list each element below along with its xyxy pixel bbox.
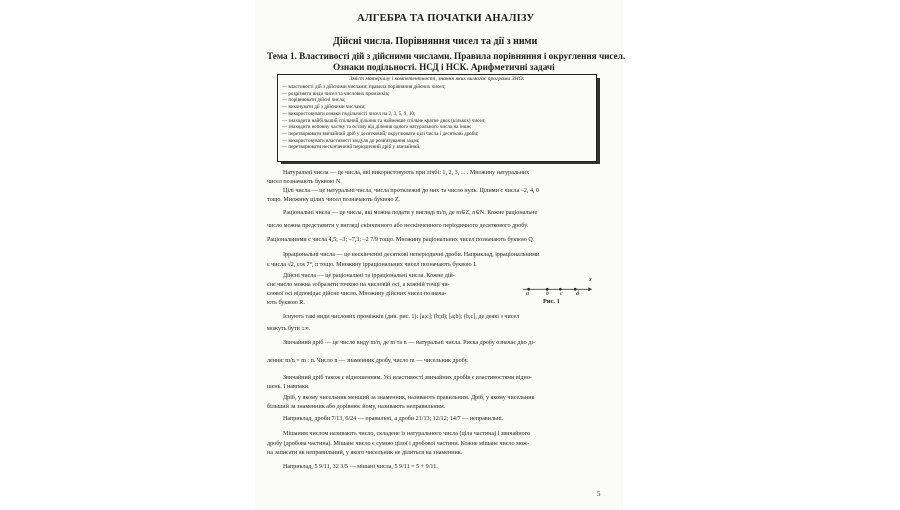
- chapter-title: Дійсні числа. Порівняння чисел та дії з ними: [333, 36, 538, 47]
- paragraph-real-line3: слової осі відповідає дійсне число. Множину дійсних чисел познача-: [267, 291, 447, 297]
- paragraph-natural-line2: чисел позначають буквою N.: [267, 179, 342, 185]
- paragraph-mixed-line3: на записати як неправильний, у якого чисельник не ділиться на знаменник.: [267, 450, 463, 456]
- paragraph-mixed-line1: Мішаним числом називають число, складене із натурального числа (ціла частина) і звичайного: [283, 431, 531, 437]
- paragraph-ratio-line2: шень. І навпаки.: [267, 384, 310, 390]
- paragraph-real-line2: сне число можна зобразити точкою на числовій осі, а кожній точці чи-: [267, 282, 450, 288]
- paragraph-ratio-line1: Звичайний дріб також є відношенням. Усі властивості звичайних дробів є властивостями відно-: [283, 375, 532, 381]
- box-shadow-right: [597, 78, 600, 162]
- requirement-item: — використовувати властивості модуля до розв'язування задач;: [282, 137, 420, 144]
- paragraph-fraction-line1: Звичайний дріб — це число виду m/n, де m та n — натуральні числа. Риска дробу означає дію ді-: [283, 340, 536, 346]
- requirement-item: — розрізняти види чисел та числових проміжків;: [282, 90, 390, 97]
- paragraph-mixed-example: Наприклад, 5 9/11, 32 3/5 — мішані числа, 5 9/11 = 5 + 9/11.: [283, 464, 438, 470]
- paragraph-irrational-line1: Ірраціональні числа — це нескінченні десяткові неперіодичні дроби. Наприклад, ірраціональними: [283, 252, 540, 258]
- point-label-c: c: [560, 291, 563, 297]
- point-label-d: d: [576, 291, 579, 297]
- requirement-item: — перетворювати нескінченний періодичний дріб у звичайний.: [282, 144, 421, 151]
- requirement-item: — знаходити неповну частку та остачу від ділення одного натурального числа на інше;: [282, 124, 472, 131]
- paragraph-rational-line3: Раціональними є числа 4,5; –3; –7,3; –2 7/9 тощо. Множину раціональних чисел позначають буквою Q.: [267, 237, 535, 243]
- requirement-item: — використовувати ознаки подільності чисел на 2, 3, 5, 9, 10;: [282, 110, 416, 117]
- point-label-a: a: [526, 291, 529, 297]
- paragraph-intervals-line2: можуть бути ±∞.: [267, 326, 311, 332]
- paragraph-real-line1: Дійсні числа — це раціональні та ірраціональні числа. Кожне дій-: [283, 273, 455, 279]
- section-title: АЛГЕБРА ТА ПОЧАТКИ АНАЛІЗУ: [357, 13, 535, 24]
- page-number: 5: [597, 490, 601, 498]
- textbook-page: [255, 0, 626, 510]
- requirement-item: — виконувати дії з дійсними числами;: [282, 104, 366, 111]
- topic-title-line1: Тема 1. Властивості дій з дійсними числами. Правила порівняння і округлення чисел.: [267, 51, 626, 61]
- program-requirements-box: [277, 74, 597, 162]
- point-label-b: b: [546, 291, 549, 297]
- paragraph-irrational-line2: є числа √2, cos 7°, π тощо. Множину ірраціональних чисел позначають буквою I.: [267, 262, 477, 268]
- paragraph-fraction-line2: лення: m/n = m : n. Число n — знаменник дробу, число m — чисельник дробу.: [267, 358, 469, 364]
- topic-title-line2: Ознаки подільності. НСД і НСК. Арифметичні задачі: [333, 62, 555, 72]
- requirements-list: [282, 84, 486, 151]
- paragraph-natural-line1: Натуральні числа — це числа, які використовують при лічбі: 1, 2, 3, ... . Множину натуральних: [283, 170, 530, 176]
- paragraph-real-line4: ють буквою R.: [267, 300, 305, 306]
- paragraph-rational-line1: Раціональні числа — це числа, які можна подати у вигляді m/n, де m∈Z, n∈N. Кожне раціональне: [283, 210, 538, 216]
- paragraph-integer-line2: тощо. Множину цілих чисел позначають буквою Z.: [267, 197, 401, 203]
- requirement-item: — перетворювати звичайний дріб у десятковий; округлювати цілі числа і десяткові дроби;: [282, 130, 479, 137]
- paragraph-intervals-line1: Існують такі види числових проміжків (див. рис. 1): [a;c]; (b;d); [a;b); (b;c], де деякі з чисел: [283, 314, 520, 320]
- axis-label-x: x: [589, 277, 592, 283]
- requirement-item: — властивості дій з дійсними числами; правила порівняння дійсних чисел;: [282, 84, 446, 90]
- requirement-item: — знаходити найбільший спільний дільник та найменше спільне кратне двох (кількох) чисел;: [282, 117, 486, 124]
- axis-arrow-icon: [588, 287, 592, 291]
- paragraph-rational-line2: число можна представити у вигляді скінченного або нескінченного періодичного десяткового дробу.: [267, 223, 529, 229]
- paragraph-proper-line2: більший за знаменник або дорівнює йому, називають неправильним.: [267, 404, 446, 410]
- paragraph-integer-line1: Цілі числа — це натуральні числа, числа протилежні до них та число нуль. Цілими є числа –2, 4, 0: [283, 188, 540, 194]
- paragraph-proper-example: Наприклад, дроби 7/13, 6/24 — правильні, а дроби 21/13; 12/12; 14/7 — неправильні.: [283, 416, 504, 422]
- paragraph-mixed-line2: дробу (дробова частина). Мішане число є сумою цілої і дробової частини. Кожне мішане число мож-: [267, 441, 530, 447]
- figure-caption: Рис. 1: [543, 298, 560, 305]
- paragraph-proper-line1: Дріб, у якому чисельник менший за знаменник, називають правильним. Дріб, у якому чисельник: [283, 395, 535, 401]
- box-title: Зміст матеріалу і компетентності, знання яких вимагає програма ЗНО:: [349, 76, 525, 82]
- requirement-item: — порівнювати дійсні числа;: [282, 97, 346, 104]
